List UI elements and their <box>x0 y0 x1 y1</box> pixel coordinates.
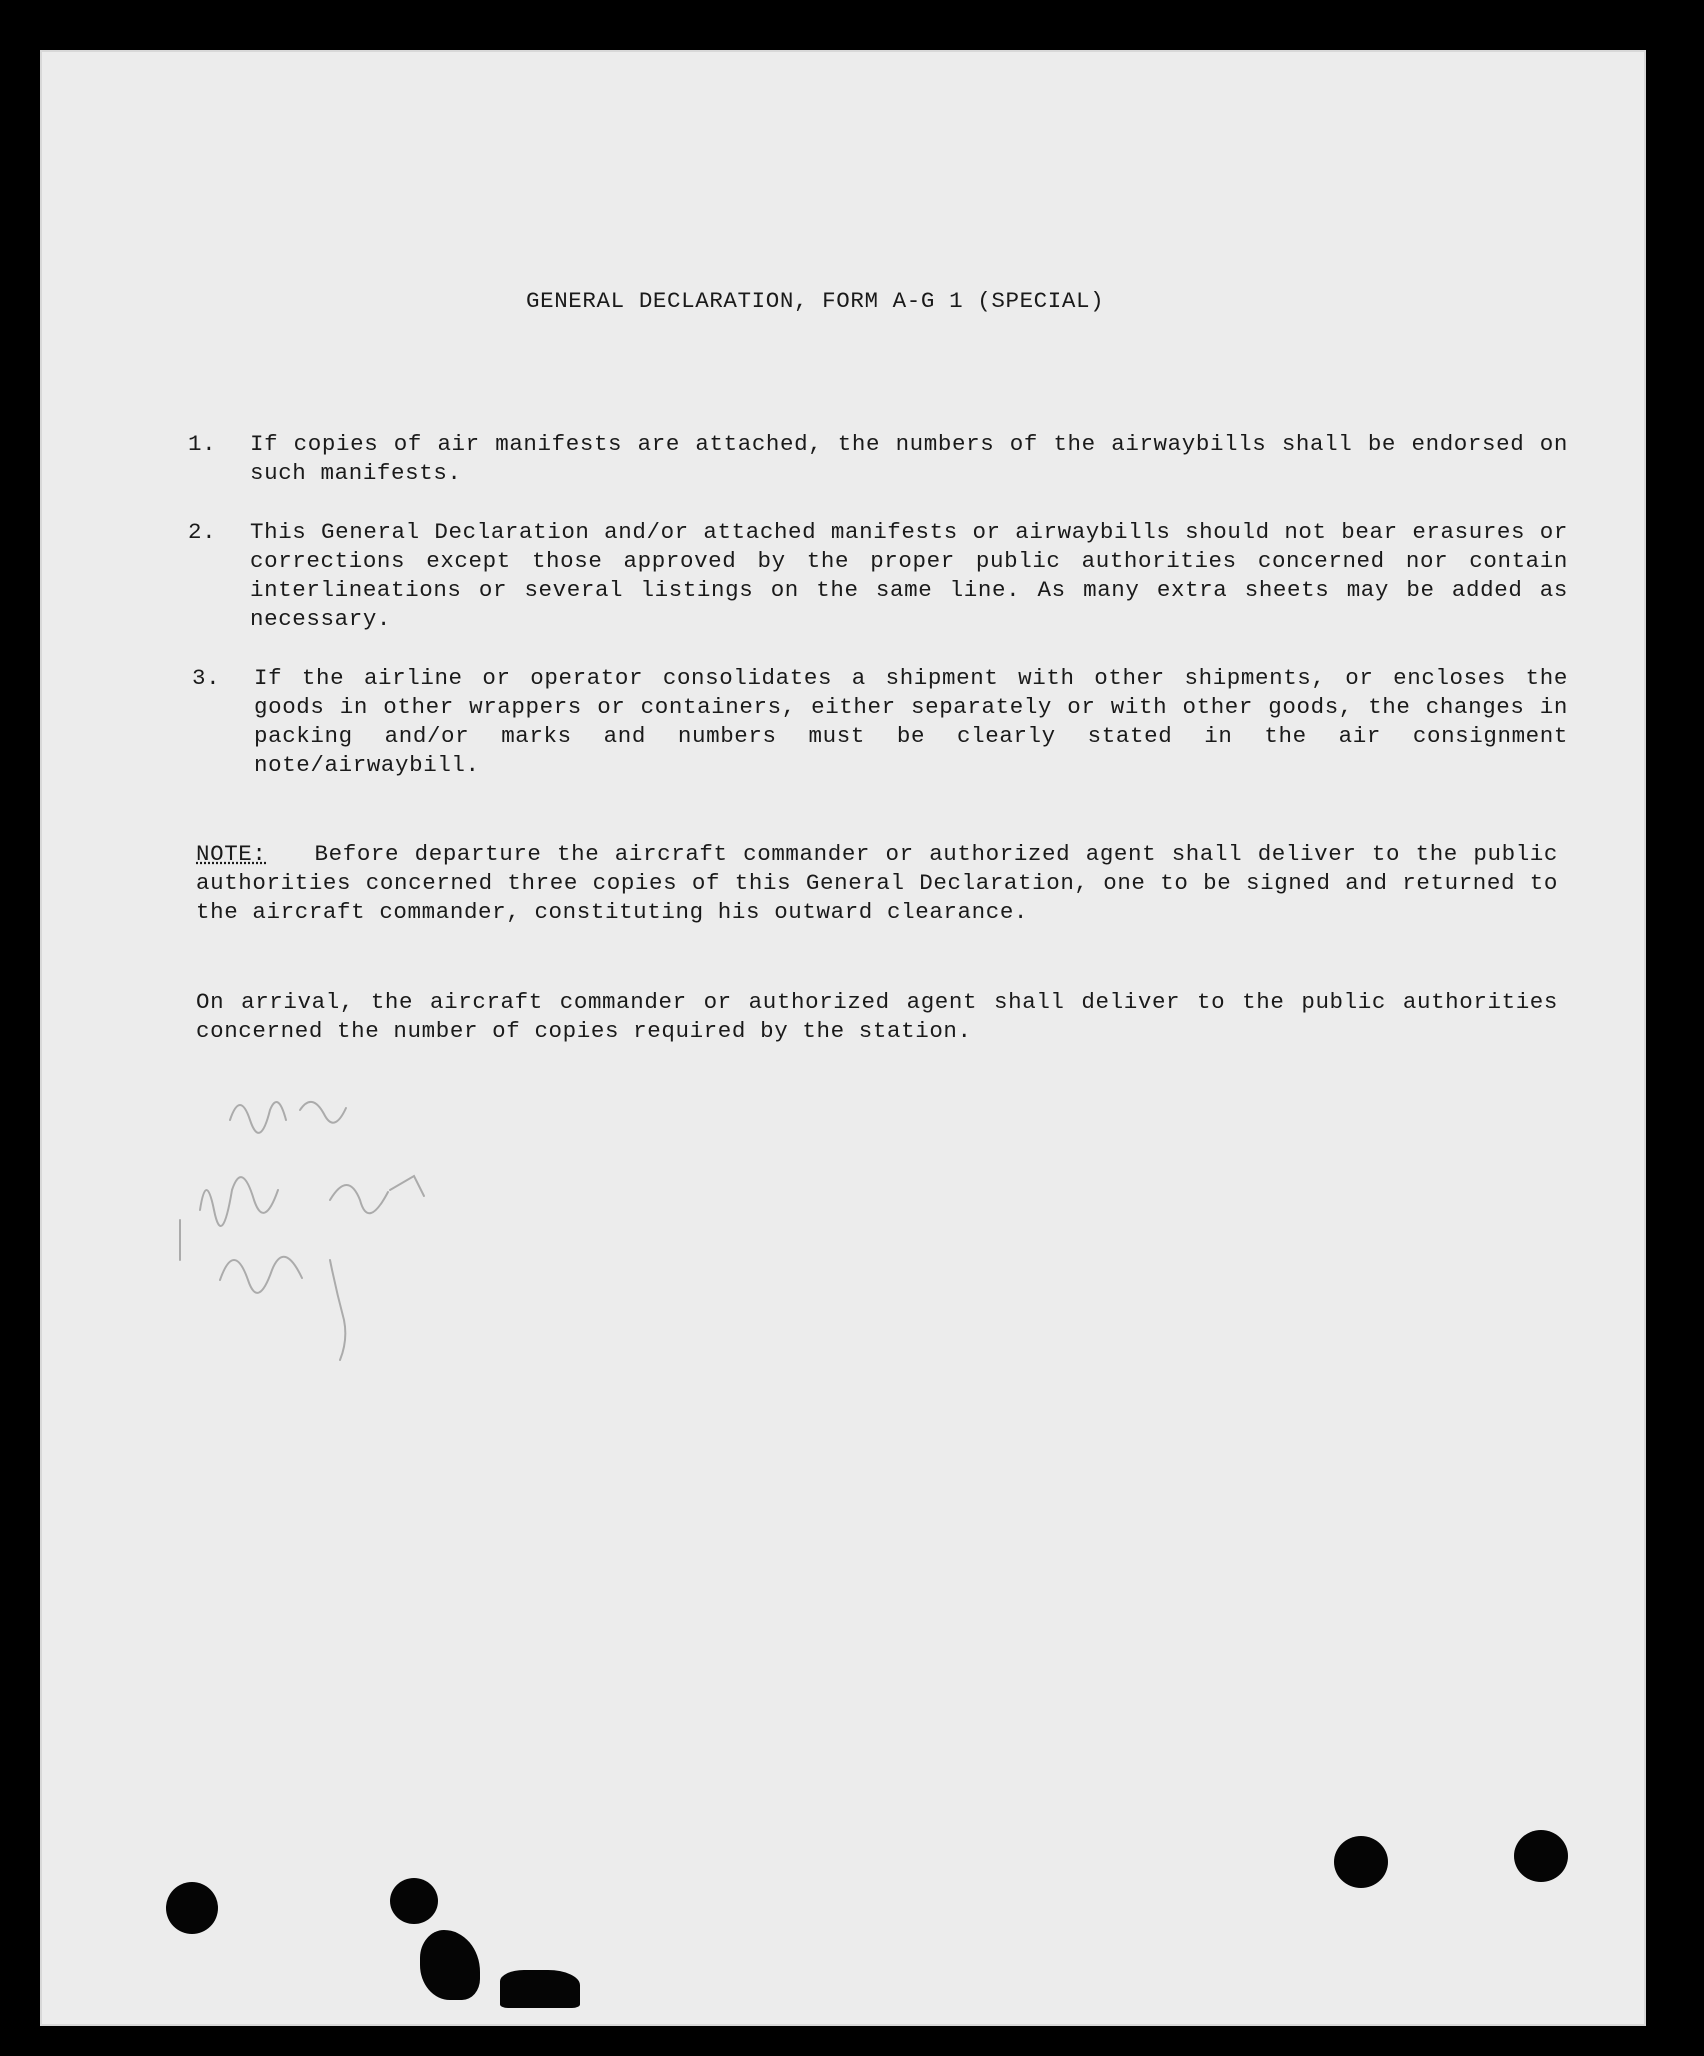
item-text: This General Declaration and/or attached manifests or airwaybills should not bear erasures or corrections except those approved by the proper public authorities concerned nor contain interlineations or several listings on the same line. As many extra sheets may be added as necessary. <box>250 519 1568 632</box>
item-number: 3. <box>192 665 221 691</box>
handwriting-bleedthrough <box>160 1040 630 1400</box>
punch-hole-blot <box>1334 1836 1388 1888</box>
ink-stain <box>420 1930 480 2000</box>
punch-hole-blot <box>166 1882 218 1934</box>
note-text: Before departure the aircraft commander or authorized agent shall deliver to the public authorities concerned three copies of this General Declaration, one to be signed and returned to the aircraft commander, constituting his outward clearance. <box>196 841 1558 925</box>
note-label: NOTE: <box>196 841 267 867</box>
punch-hole-blot <box>1514 1830 1568 1882</box>
arrival-text: On arrival, the aircraft commander or authorized agent shall deliver to the public authorities concerned the number of copies required by the station. <box>196 989 1558 1044</box>
list-item-1 <box>188 430 1568 488</box>
item-number: 1. <box>188 431 217 457</box>
item-number: 2. <box>188 519 217 545</box>
item-text: If the airline or operator consolidates a shipment with other shipments, or encloses the goods in other wrappers or containers, either separately or with other goods, the changes in packing and/or marks and numbers must be clearly stated in the air consignment note/airwaybill. <box>254 665 1568 778</box>
document-page <box>40 50 1646 2026</box>
ink-stain <box>500 1970 580 2008</box>
list-item-3 <box>188 664 1568 780</box>
punch-hole-blot <box>390 1878 438 1924</box>
list-item-2 <box>188 518 1568 634</box>
item-text: If copies of air manifests are attached, the numbers of the airwaybills shall be endorsed on such manifests. <box>250 431 1568 486</box>
arrival-paragraph <box>196 988 1558 1046</box>
page-title: GENERAL DECLARATION, FORM A-G 1 (SPECIAL) <box>526 288 1105 314</box>
note-paragraph <box>196 840 1558 927</box>
